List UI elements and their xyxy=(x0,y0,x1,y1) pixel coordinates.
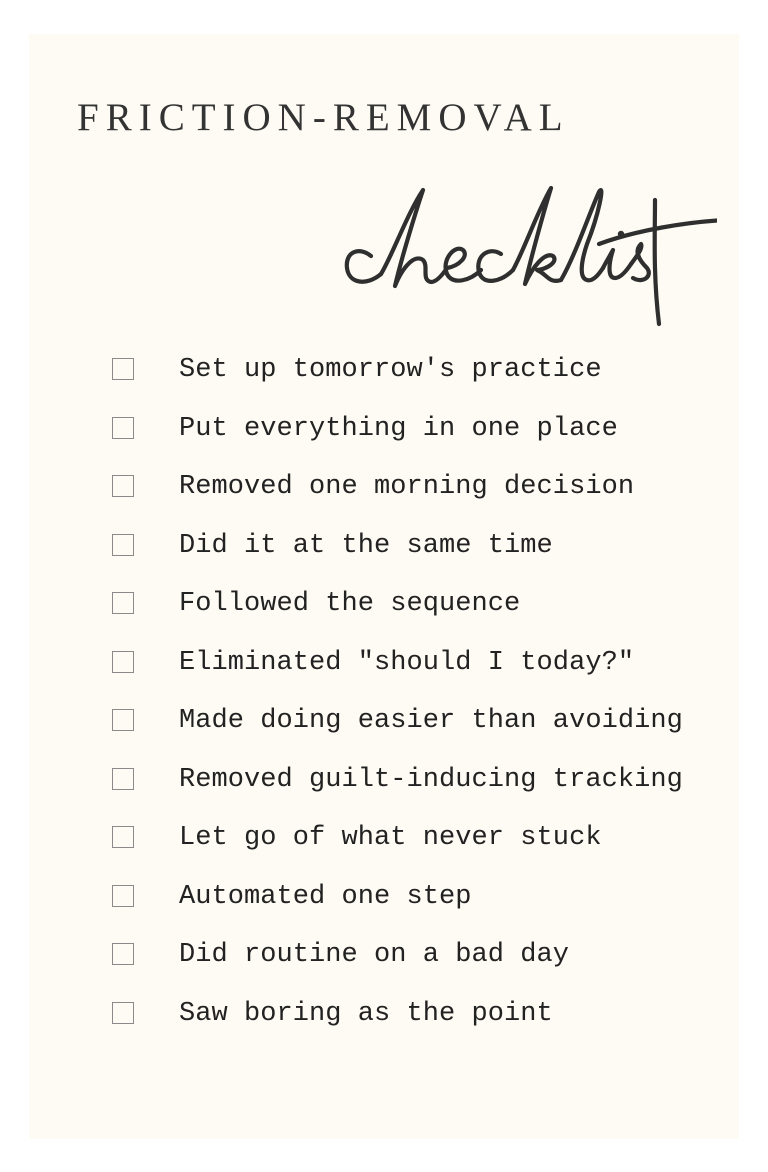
checklist-item-label: Put everything in one place xyxy=(179,414,618,444)
checkbox[interactable] xyxy=(112,534,134,556)
checklist-item xyxy=(29,474,709,514)
checklist-heading: FRICTION-REMOVAL xyxy=(77,96,570,139)
checklist-item-label: Made doing easier than avoiding xyxy=(179,706,683,736)
checklist-item-label: Automated one step xyxy=(179,882,472,912)
checklist-item-label: Did it at the same time xyxy=(179,531,553,561)
checkbox[interactable] xyxy=(112,1002,134,1024)
checklist-item-label: Set up tomorrow's practice xyxy=(179,355,602,385)
checkbox[interactable] xyxy=(112,358,134,380)
checklist-item-label: Saw boring as the point xyxy=(179,999,553,1029)
checklist-item xyxy=(29,942,709,982)
checklist-item xyxy=(29,533,709,573)
checklist-item xyxy=(29,650,709,690)
checkbox[interactable] xyxy=(112,768,134,790)
checkbox[interactable] xyxy=(112,943,134,965)
checklist-item-label: Removed guilt-inducing tracking xyxy=(179,765,683,795)
checklist-item-label: Eliminated "should I today?" xyxy=(179,648,635,678)
checkbox[interactable] xyxy=(112,592,134,614)
checklist-item xyxy=(29,1001,709,1041)
checkbox[interactable] xyxy=(112,826,134,848)
checklist-card xyxy=(29,34,739,1139)
checklist-item-label: Followed the sequence xyxy=(179,589,521,619)
checkbox[interactable] xyxy=(112,475,134,497)
checklist-item xyxy=(29,825,709,865)
script-title-lettering xyxy=(337,174,717,334)
checklist-item xyxy=(29,416,709,456)
checkbox[interactable] xyxy=(112,651,134,673)
checkbox[interactable] xyxy=(112,885,134,907)
checklist-item xyxy=(29,708,709,748)
checklist-item-label: Let go of what never stuck xyxy=(179,823,602,853)
checklist-item xyxy=(29,357,709,397)
checklist-item-label: Did routine on a bad day xyxy=(179,940,570,970)
checkbox[interactable] xyxy=(112,709,134,731)
checkbox[interactable] xyxy=(112,417,134,439)
checklist-item xyxy=(29,884,709,924)
checklist-item-label: Removed one morning decision xyxy=(179,472,635,502)
checklist-item xyxy=(29,767,709,807)
checklist-item xyxy=(29,591,709,631)
